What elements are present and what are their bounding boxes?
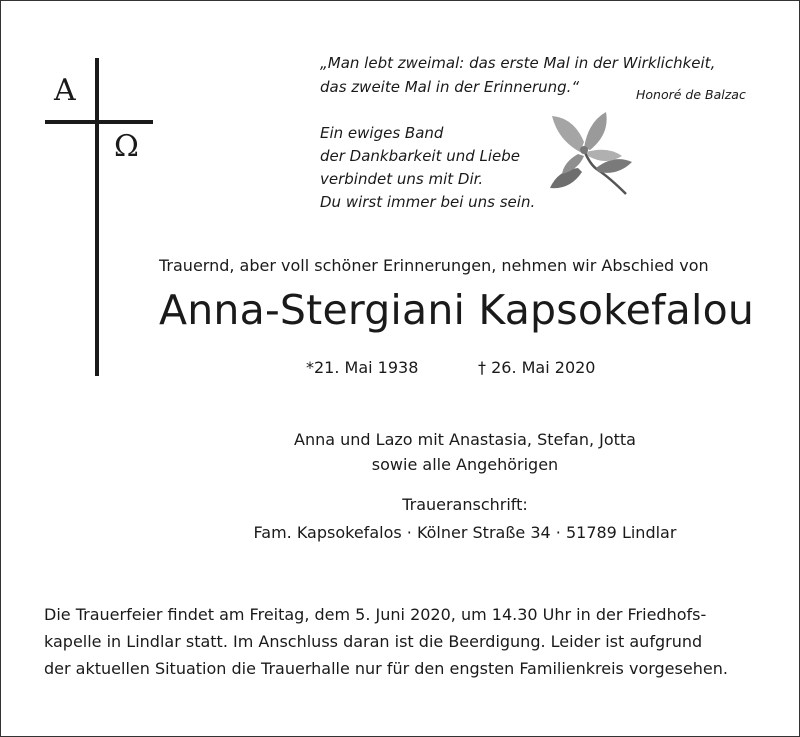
omega-symbol: Ω [114, 129, 139, 164]
flower-icon [548, 110, 634, 198]
quote-line-1: „Man lebt zweimal: das erste Mal in der Wirklichkeit, [320, 54, 716, 72]
birth-date: *21. Mai 1938 [306, 358, 419, 377]
intro-text: Trauernd, aber voll schöner Erinnerungen, nehmen wir Abschied von [159, 256, 709, 275]
poem [320, 122, 535, 214]
quote-line-2: das zweite Mal in der Erinnerung.“ [320, 78, 580, 96]
cross-horizontal-bar [45, 120, 153, 124]
info-line-1: Die Trauerfeier findet am Freitag, dem 5. Juni 2020, um 14.30 Uhr in der Friedhofs- [44, 605, 707, 624]
alpha-symbol: Α [54, 73, 76, 108]
address-value: Fam. Kapsokefalos · Kölner Straße 34 · 51789 Lindlar [253, 523, 677, 542]
family-line-1: Anna und Lazo mit Anastasia, Stefan, Jotta [294, 430, 636, 449]
info-line-2: kapelle in Lindlar statt. Im Anschluss daran ist die Beerdigung. Leider ist aufgrund [44, 632, 703, 651]
poem-line-1: Ein ewiges Band [320, 124, 444, 142]
family-line-2: sowie alle Angehörigen [371, 455, 559, 474]
poem-line-2: der Dankbarkeit und Liebe [320, 147, 521, 165]
poem-line-4: Du wirst immer bei uns sein. [320, 193, 536, 211]
quote-author: Honoré de Balzac [636, 87, 746, 102]
ceremony-info [44, 601, 764, 682]
deceased-name: Anna-Stergiani Kapsokefalou [159, 286, 755, 334]
address-label: Traueranschrift: [402, 495, 528, 514]
cross-vertical-bar [95, 58, 99, 376]
poem-line-3: verbindet uns mit Dir. [320, 170, 484, 188]
info-line-3: der aktuellen Situation die Trauerhalle nur für den engsten Familienkreis vorgesehen. [44, 659, 728, 678]
death-date: † 26. Mai 2020 [478, 358, 596, 377]
